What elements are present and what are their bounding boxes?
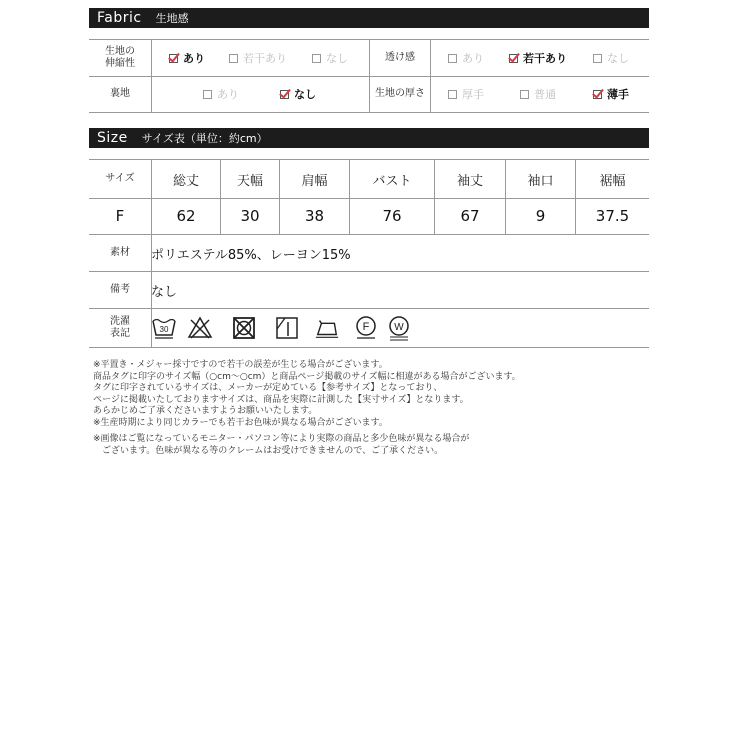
fabric-row-stretch-sheer bbox=[89, 39, 649, 77]
note-line: ございます。色味が異なる等のクレームはお受けできませんので、ご了承ください。 bbox=[93, 445, 444, 456]
fabric-title-en: Fabric bbox=[97, 10, 142, 26]
sheer-option-no[interactable]: なし bbox=[593, 40, 629, 76]
sheer-option-yes[interactable]: あり bbox=[448, 40, 484, 76]
note-line: 商品タグに印字のサイズ幅（○cm〜○cm）と商品ページ掲載のサイズ幅に相違がある場合がございます。 bbox=[93, 371, 521, 382]
stretch-option-yes[interactable]: あり bbox=[169, 40, 205, 76]
remarks-value: なし bbox=[151, 284, 178, 300]
wash-30-icon bbox=[151, 315, 177, 341]
size-value-row bbox=[89, 198, 649, 235]
size-value: F bbox=[115, 207, 125, 225]
lining-option-no[interactable]: なし bbox=[280, 76, 316, 112]
col-hem-width: 裾幅 bbox=[599, 173, 626, 189]
note-line: ※画像はご覧になっているモニター・パソコン等により実際の商品と多少色味が異なる場合が bbox=[93, 434, 470, 444]
fabric-title-jp: 生地感 bbox=[155, 12, 189, 25]
thickness-label: 生地の厚さ bbox=[375, 88, 425, 99]
material-label: 素材 bbox=[110, 247, 130, 258]
fabric-row-lining-thickness bbox=[89, 76, 649, 113]
material-row bbox=[89, 235, 649, 272]
thickness-option-thick[interactable]: 厚手 bbox=[448, 76, 484, 112]
checkbox-icon bbox=[593, 90, 602, 99]
checkbox-icon bbox=[229, 54, 238, 63]
value-total-length: 62 bbox=[176, 207, 196, 225]
col-bust: バスト bbox=[372, 173, 412, 189]
value-shoulder-width: 38 bbox=[304, 207, 325, 225]
care-row bbox=[89, 309, 649, 348]
value-bust: 76 bbox=[382, 207, 402, 225]
sheer-option-slight[interactable]: 若干あり bbox=[509, 40, 567, 76]
remarks-row bbox=[89, 272, 649, 309]
svg-text:30: 30 bbox=[159, 325, 169, 334]
col-shoulder-width: 肩幅 bbox=[301, 173, 328, 189]
note-line: ※生産時期により同じカラーでも若干お色味が異なる場合がございます。 bbox=[93, 417, 388, 428]
sheer-label: 透け感 bbox=[385, 52, 415, 63]
note-line: タグに印字されているサイズは、メーカーが定めている【参考サイズ】となっており、 bbox=[93, 383, 443, 393]
checkbox-icon bbox=[448, 54, 457, 63]
checkbox-icon bbox=[280, 90, 289, 99]
stretch-option-slight[interactable]: 若干あり bbox=[229, 40, 287, 76]
value-hem-width: 37.5 bbox=[595, 207, 630, 225]
col-total-length: 総丈 bbox=[172, 173, 199, 189]
value-cuff: 9 bbox=[535, 207, 546, 225]
dry-clean-f-icon bbox=[353, 315, 379, 341]
stretch-option-no[interactable]: なし bbox=[312, 40, 348, 76]
value-neck-width: 30 bbox=[240, 207, 260, 225]
remarks-label: 備考 bbox=[110, 284, 130, 295]
thickness-option-normal[interactable]: 普通 bbox=[520, 76, 556, 112]
col-sleeve-length: 袖丈 bbox=[456, 173, 483, 189]
svg-text:F: F bbox=[362, 321, 370, 333]
checkbox-icon bbox=[169, 54, 178, 63]
lining-option-yes[interactable]: あり bbox=[203, 76, 239, 112]
wet-clean-w-icon bbox=[386, 315, 412, 341]
care-label: 洗濯 表記 bbox=[110, 316, 130, 339]
note-line: あらかじめご了承くださいますようお願いいたします。 bbox=[93, 406, 318, 416]
drip-dry-shade-icon bbox=[274, 315, 300, 341]
value-sleeve-length: 67 bbox=[460, 207, 480, 225]
note-line: ページに掲載いたしておりますサイズは、商品を実際に計測した【実寸サイズ】となります。 bbox=[93, 394, 469, 405]
notes bbox=[93, 360, 653, 457]
size-header-row bbox=[89, 159, 649, 199]
size-title-en: Size bbox=[97, 130, 128, 146]
material-value: ポリエステル85%、レーヨン15% bbox=[151, 247, 351, 263]
stretch-label: 生地の 伸縮性 bbox=[105, 46, 135, 69]
checkbox-icon bbox=[509, 54, 518, 63]
svg-text:W: W bbox=[394, 322, 404, 333]
checkbox-icon bbox=[448, 90, 457, 99]
col-cuff: 袖口 bbox=[527, 173, 554, 189]
size-title-jp: サイズ表（単位：約cm） bbox=[141, 132, 268, 145]
checkbox-icon bbox=[593, 54, 602, 63]
checkbox-icon bbox=[520, 90, 529, 99]
no-tumble-dry-icon bbox=[231, 315, 257, 341]
note-line: ※平置き・メジャー採寸ですので若干の誤差が生じる場合がございます。 bbox=[93, 360, 388, 370]
thickness-option-thin[interactable]: 薄手 bbox=[593, 76, 629, 112]
size-section-header bbox=[89, 128, 649, 148]
fabric-section-header bbox=[89, 8, 649, 28]
iron-low-icon bbox=[314, 315, 340, 341]
checkbox-icon bbox=[312, 54, 321, 63]
col-neck-width: 天幅 bbox=[236, 173, 263, 189]
no-bleach-icon bbox=[187, 315, 213, 341]
size-column-label: サイズ bbox=[105, 173, 135, 184]
checkbox-icon bbox=[203, 90, 212, 99]
lining-label: 裏地 bbox=[110, 88, 130, 99]
